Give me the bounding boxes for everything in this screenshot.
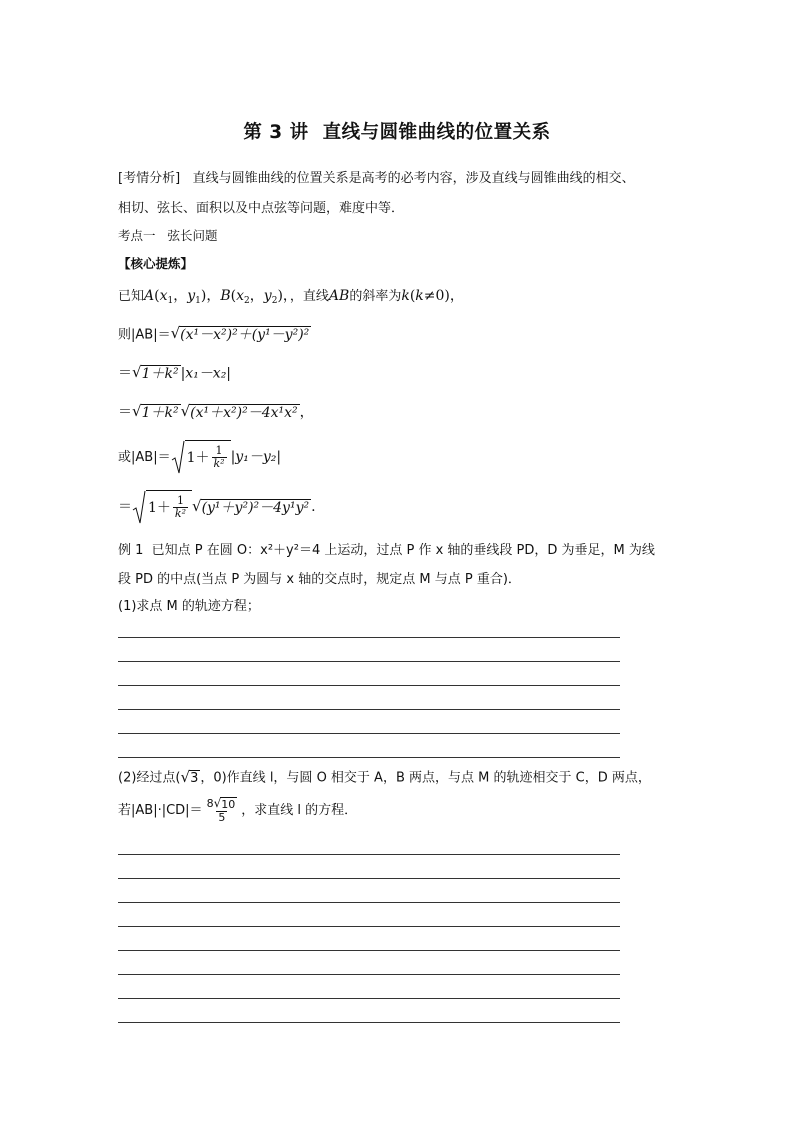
example-line-1: 例 1 已知点 P 在圆 O：x²＋y²＝4 上运动，过点 P 作 x 轴的垂线段 PD，D 为垂足，M 为线 [118, 543, 655, 558]
answer-line[interactable] [118, 854, 620, 855]
question-1: (1)求点 M 的轨迹方程； [118, 599, 260, 614]
sqrt-symbol: √ (y¹＋y²)²－4y¹y² [192, 496, 310, 516]
formula-line-5: ＝ 1＋ $\frac{1}{\text{k²}}$ √ (y¹＋y²)²－4y¹y² . [118, 490, 316, 524]
big-sqrt-symbol: 1＋ $\frac{1}{\text{k²}}$ [171, 440, 231, 474]
page-title [0, 118, 794, 144]
example-label: 例 1 [118, 543, 144, 558]
answer-line[interactable] [118, 733, 620, 734]
fraction: $\frac{1}{\text{k²}}$ [174, 493, 186, 520]
sqrt-symbol: √ (x¹－x²)²＋(y¹－y²)² [170, 324, 310, 343]
lecture-number: 第 3 讲 [243, 122, 309, 143]
question-2-line-2: 若|AB|·|CD|＝ 8 √ 10 5 ，求直线 l 的方程． [118, 796, 358, 824]
answer-line[interactable] [118, 1022, 620, 1023]
answer-line[interactable] [118, 685, 620, 686]
formula-line-2: ＝ √ 1＋k² |x₁－x₂| [118, 363, 232, 382]
fraction: 8 √ 10 5 [206, 796, 236, 824]
core-heading: 【核心提炼】 [118, 256, 194, 271]
question-2-line-1: (2)经过点( √ 3 ，0)作直线 l，与圆 O 相交于 A，B 两点，与点 M 的轨迹相交于 C，D 两点， [118, 768, 651, 786]
sqrt-symbol: √ (x¹＋x²)²－4x¹x² [180, 402, 298, 421]
section-heading [118, 230, 217, 243]
sqrt-symbol: √ 1＋k² [132, 402, 179, 421]
answer-line[interactable] [118, 878, 620, 879]
known-line: 已知$A(x_1$，$y_1$)，$B(x_2$，$y_2$)，，直线AB的斜率为k(k≠0)， [118, 288, 464, 306]
answer-line[interactable] [118, 902, 620, 903]
formula-line-1: 则|AB|＝ √ (x¹－x²)²＋(y¹－y²)² [118, 324, 310, 343]
answer-line[interactable] [118, 998, 620, 999]
fraction: $\frac{1}{\text{k²}}$ [213, 443, 225, 470]
section-label: 考点一 [118, 228, 156, 243]
example-line-2: 段 PD 的中点(当点 P 为圆与 x 轴的交点时，规定点 M 与点 P 重合)． [118, 572, 521, 587]
sqrt-symbol: √ 10 [213, 796, 236, 811]
big-sqrt-symbol: 1＋ $\frac{1}{\text{k²}}$ [132, 490, 192, 524]
answer-line[interactable] [118, 950, 620, 951]
analysis-line-1 [118, 172, 635, 185]
formula-line-3: ＝ √ 1＋k² √ (x¹＋x²)²－4x¹x² ， [118, 402, 314, 421]
answer-line[interactable] [118, 974, 620, 975]
answer-line[interactable] [118, 757, 620, 758]
section-name: 弦长问题 [167, 228, 218, 243]
lecture-topic: 直线与圆锥曲线的位置关系 [322, 122, 551, 143]
formula-line-4: 或|AB|＝ 1＋ $\frac{1}{\text{k²}}$ |y₁－y₂| [118, 440, 281, 474]
sqrt-symbol: √ 1＋k² [132, 363, 179, 382]
answer-line[interactable] [118, 637, 620, 638]
answer-line[interactable] [118, 661, 620, 662]
sqrt-symbol: √ 3 [180, 768, 199, 786]
answer-line[interactable] [118, 926, 620, 927]
analysis-tag: [考情分析] [118, 171, 181, 186]
analysis-line-2: 相切、弦长、面积以及中点弦等问题，难度中等． [118, 201, 405, 216]
analysis-text-1: 直线与圆锥曲线的位置关系是高考的必考内容，涉及直线与圆锥曲线的相交、 [192, 171, 635, 186]
answer-line[interactable] [118, 709, 620, 710]
